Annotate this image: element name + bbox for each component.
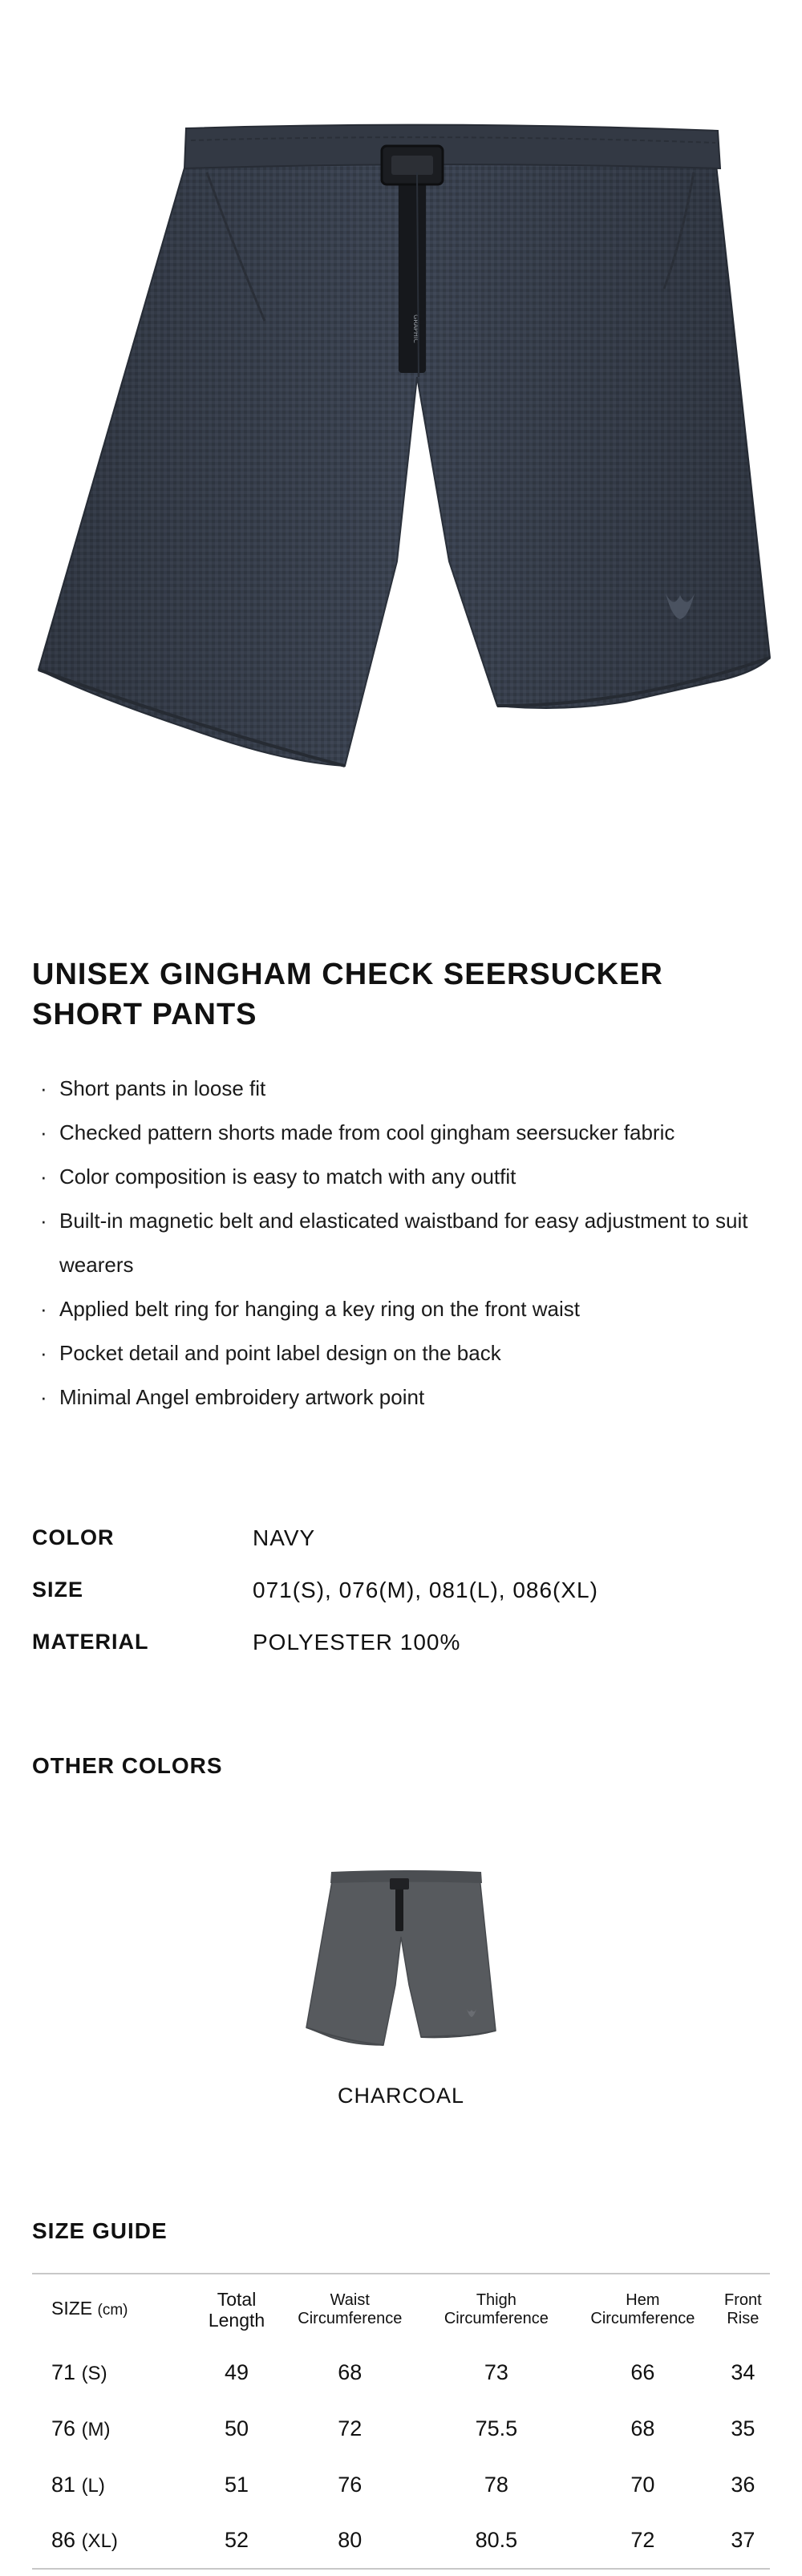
table-cell: 72 [630, 2528, 655, 2552]
feature-item: · Built-in magnetic belt and elasticated waistband for easy adjustment to suit wearers [40, 1209, 748, 1277]
table-cell: 73 [484, 2359, 508, 2384]
product-title: UNISEX GINGHAM CHECK SEERSUCKER SHORT PANTS [32, 958, 663, 1031]
table-cell: 68 [630, 2416, 655, 2440]
navy-shorts-illustration [0, 0, 802, 882]
spec-value: POLYESTER 100% [253, 1629, 461, 1655]
table-cell: 72 [338, 2416, 363, 2440]
table-cell: 51 [224, 2472, 249, 2497]
charcoal-shorts-thumbnail [289, 1845, 513, 2053]
spec-label: COLOR [32, 1525, 115, 1549]
feature-item: · Pocket detail and point label design on the back [40, 1341, 501, 1365]
feature-item: · Minimal Angel embroidery artwork point [40, 1385, 425, 1409]
table-cell: 52 [224, 2528, 249, 2552]
table-cell: 70 [630, 2472, 655, 2497]
table-row [32, 2457, 770, 2513]
spec-label: MATERIAL [32, 1630, 149, 1654]
table-cell: 76 [338, 2472, 363, 2497]
feature-item: · Short pants in loose fit [40, 1076, 266, 1100]
table-cell: 49 [224, 2359, 249, 2384]
product-image[interactable] [0, 0, 802, 882]
table-row [32, 2513, 770, 2569]
table-cell: 80.5 [475, 2528, 518, 2552]
table-cell: 75.5 [475, 2416, 518, 2440]
column-header-thigh: Thigh Circumference [444, 2290, 549, 2327]
column-header-waist: Waist Circumference [298, 2290, 403, 2327]
feature-item: · Color composition is easy to match with any outfit [40, 1164, 516, 1189]
color-option-charcoal[interactable] [289, 1845, 513, 2053]
spec-row-color [32, 1512, 770, 1564]
point-label-text: GRAPHIC [412, 314, 419, 343]
table-cell: 37 [731, 2528, 755, 2552]
spec-row-size [32, 1564, 770, 1616]
table-header-row [32, 2274, 770, 2344]
color-option-label[interactable]: CHARCOAL [337, 2084, 465, 2108]
feature-item: · Checked pattern shorts made from cool gingham seersucker fabric [40, 1120, 675, 1144]
size-cell: 76 (M) [51, 2416, 111, 2440]
size-guide-table [32, 2273, 770, 2570]
size-cell: 86 (XL) [51, 2528, 118, 2552]
spec-value: NAVY [253, 1525, 316, 1550]
feature-item: · Applied belt ring for hanging a key ring on the front waist [40, 1297, 580, 1321]
size-cell: 71 (S) [51, 2359, 107, 2384]
spec-table [32, 1512, 770, 1668]
size-guide-heading: SIZE GUIDE [32, 2218, 168, 2243]
column-header-total-length: Total Length [208, 2288, 265, 2331]
table-row [32, 2400, 770, 2457]
spec-label: SIZE [32, 1578, 84, 1602]
table-cell: 78 [484, 2472, 508, 2497]
size-cell: 81 (L) [51, 2472, 105, 2497]
table-row [32, 2344, 770, 2400]
size-column-header: SIZE (cm) [51, 2298, 128, 2319]
table-cell: 36 [731, 2472, 755, 2497]
table-cell: 35 [731, 2416, 755, 2440]
table-cell: 34 [731, 2359, 755, 2384]
other-colors-heading: OTHER COLORS [32, 1753, 223, 1778]
feature-list [32, 1067, 770, 1420]
column-header-front-rise: Front Rise [723, 2290, 762, 2327]
spec-value: 071(S), 076(M), 081(L), 086(XL) [253, 1577, 598, 1602]
table-cell: 80 [338, 2528, 363, 2552]
column-header-hem: Hem Circumference [590, 2290, 695, 2327]
table-cell: 66 [630, 2359, 655, 2384]
spec-row-material [32, 1616, 770, 1668]
table-cell: 50 [224, 2416, 249, 2440]
table-cell: 68 [338, 2359, 363, 2384]
